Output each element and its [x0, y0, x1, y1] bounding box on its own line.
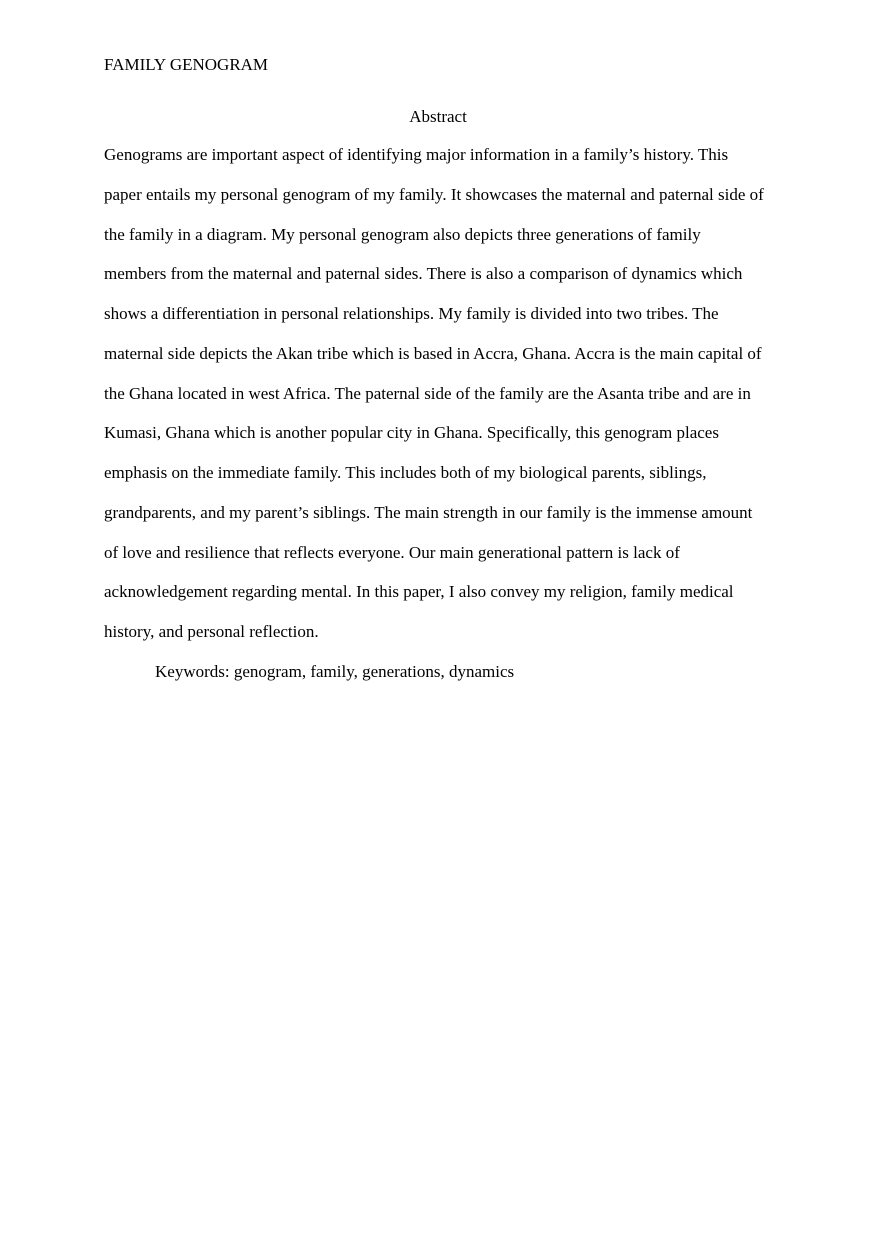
abstract-line: members from the maternal and paternal sides. There is also a comparison of dynamics which: [104, 264, 743, 284]
abstract-line: the family in a diagram. My personal genogram also depicts three generations of family: [104, 224, 701, 244]
abstract-body: [104, 144, 784, 661]
abstract-line: of love and resilience that reflects everyone. Our main generational pattern is lack of: [104, 542, 680, 562]
abstract-line: history, and personal reflection.: [104, 622, 319, 641]
abstract-line: paper entails my personal genogram of my family. It showcases the maternal and paternal side of: [104, 184, 764, 204]
abstract-line: emphasis on the immediate family. This includes both of my biological parents, siblings,: [104, 463, 707, 482]
abstract-line: acknowledgement regarding mental. In this paper, I also convey my religion, family medical: [104, 582, 734, 602]
abstract-line: Genograms are important aspect of identifying major information in a family’s history. This: [104, 145, 729, 164]
abstract-line: grandparents, and my parent’s siblings. The main strength in our family is the immense amount: [104, 502, 753, 522]
keywords-line: Keywords: genogram, family, generations, dynamics: [155, 662, 515, 681]
abstract-heading: Abstract: [409, 107, 467, 126]
abstract-line: maternal side depicts the Akan tribe which is based in Accra, Ghana. Accra is the main capital of: [104, 343, 762, 363]
abstract-line: shows a differentiation in personal relationships. My family is divided into two tribes. The: [104, 304, 719, 323]
running-head: FAMILY GENOGRAM: [104, 55, 269, 74]
abstract-line: Kumasi, Ghana which is another popular city in Ghana. Specifically, this genogram places: [104, 423, 719, 443]
abstract-line: the Ghana located in west Africa. The paternal side of the family are the Asanta tribe and are in: [104, 383, 751, 403]
